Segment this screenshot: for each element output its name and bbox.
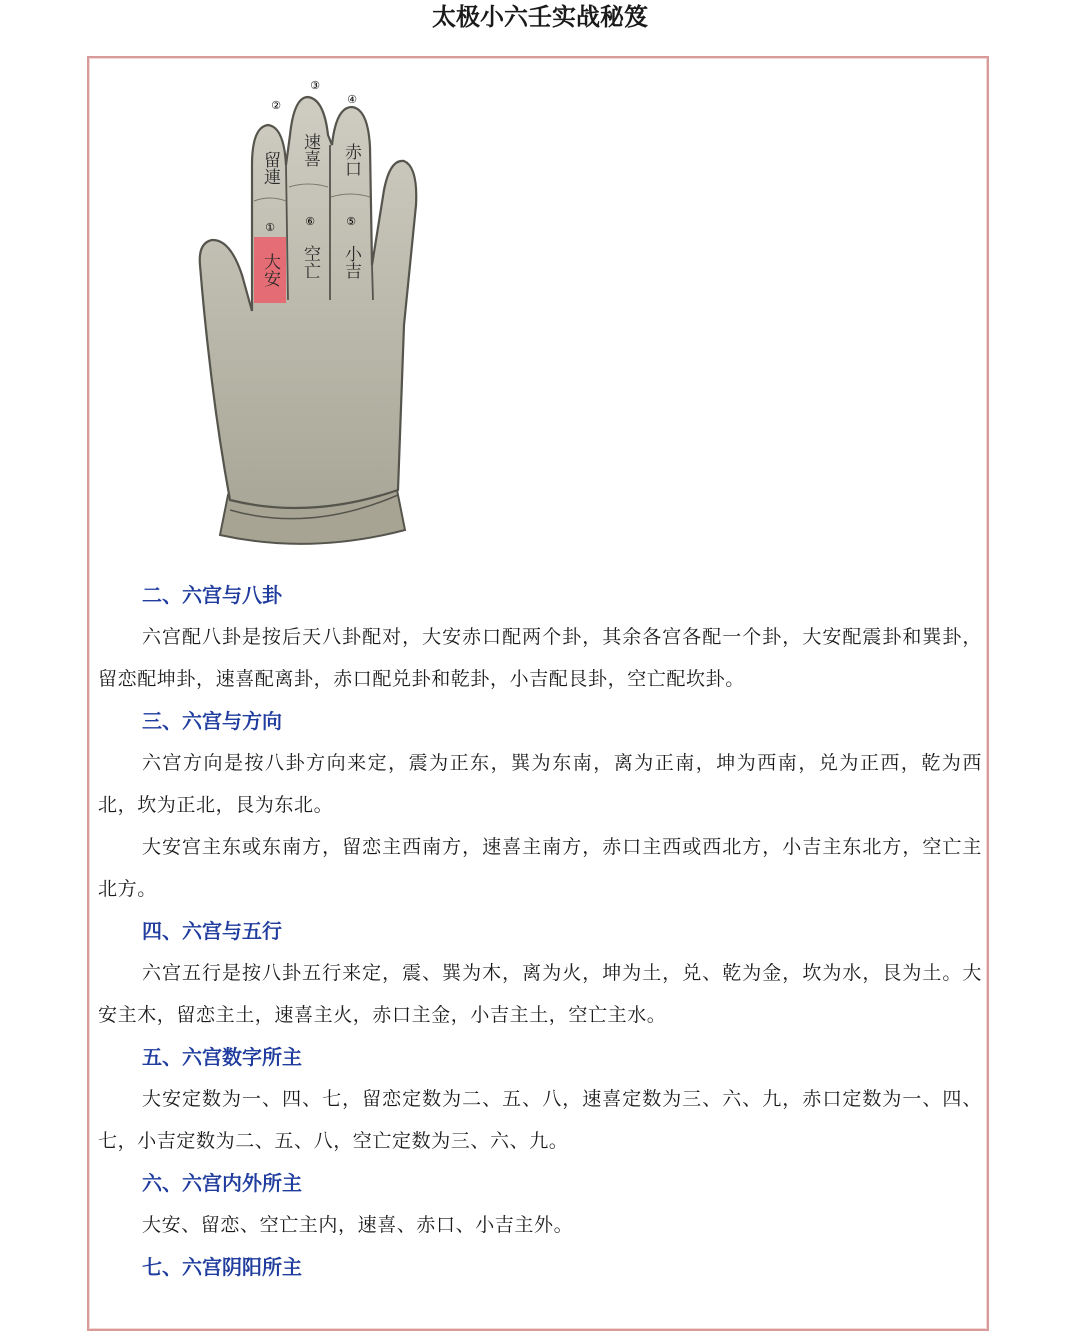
palace-label: 速喜 (300, 133, 320, 167)
paragraph: 六宫五行是按八卦五行来定，震、巽为木，离为火，坤为土，兑、乾为金，坎为水，艮为土。大安主木，留恋主土，速喜主火，赤口主金，小吉主土，空亡主水。 (98, 962, 982, 1026)
section (98, 1036, 982, 1162)
section (98, 700, 982, 910)
palace-label: 大安 (260, 253, 280, 287)
page-title: 太极小六壬实战秘笈 (432, 2, 648, 31)
paragraph: 大安定数为一、四、七，留恋定数为二、五、八，速喜定数为三、六、九，赤口定数为一、四、七，小吉定数为二、五、八，空亡定数为三、六、九。 (98, 1088, 982, 1152)
palace-number: ⑥ (305, 215, 315, 228)
paragraph: 大安宫主东或东南方，留恋主西南方，速喜主南方，赤口主西或西北方，小吉主东北方，空亡主北方。 (98, 836, 982, 900)
section-heading: 三、六宫与方向 (142, 709, 282, 733)
palace-label: 空亡 (300, 245, 320, 279)
paragraph: 六宫配八卦是按后天八卦配对，大安赤口配两个卦，其余各宫各配一个卦，大安配震卦和巽卦，留恋配坤卦，速喜配离卦，赤口配兑卦和乾卦，小吉配艮卦，空亡配坎卦。 (98, 626, 982, 690)
hand-diagram (190, 75, 430, 545)
section-heading: 二、六宫与八卦 (142, 583, 282, 607)
palace-label: 赤口 (341, 143, 361, 177)
palace-label: 留連 (260, 151, 280, 185)
section-heading: 五、六宫数字所主 (142, 1045, 302, 1069)
paragraph: 六宫方向是按八卦方向来定，震为正东，巽为东南，离为正南，坤为西南，兑为正西，乾为西北，坎为正北，艮为东北。 (98, 752, 982, 816)
paragraph: 大安、留恋、空亡主内，速喜、赤口、小吉主外。 (142, 1214, 574, 1236)
finger-number: ③ (310, 79, 320, 92)
finger-number: ② (271, 99, 281, 112)
finger-number: ④ (347, 93, 357, 106)
section-heading: 四、六宫与五行 (142, 919, 282, 943)
section-heading: 七、六宫阴阳所主 (142, 1255, 302, 1279)
palace-number: ⑤ (346, 215, 356, 228)
palace-number: ① (265, 221, 275, 234)
article-body (98, 574, 982, 1288)
section (98, 910, 982, 1036)
section (98, 574, 982, 700)
section (98, 1162, 982, 1246)
section (98, 1246, 982, 1288)
palace-label: 小吉 (341, 245, 361, 279)
section-heading: 六、六宫内外所主 (142, 1171, 302, 1195)
